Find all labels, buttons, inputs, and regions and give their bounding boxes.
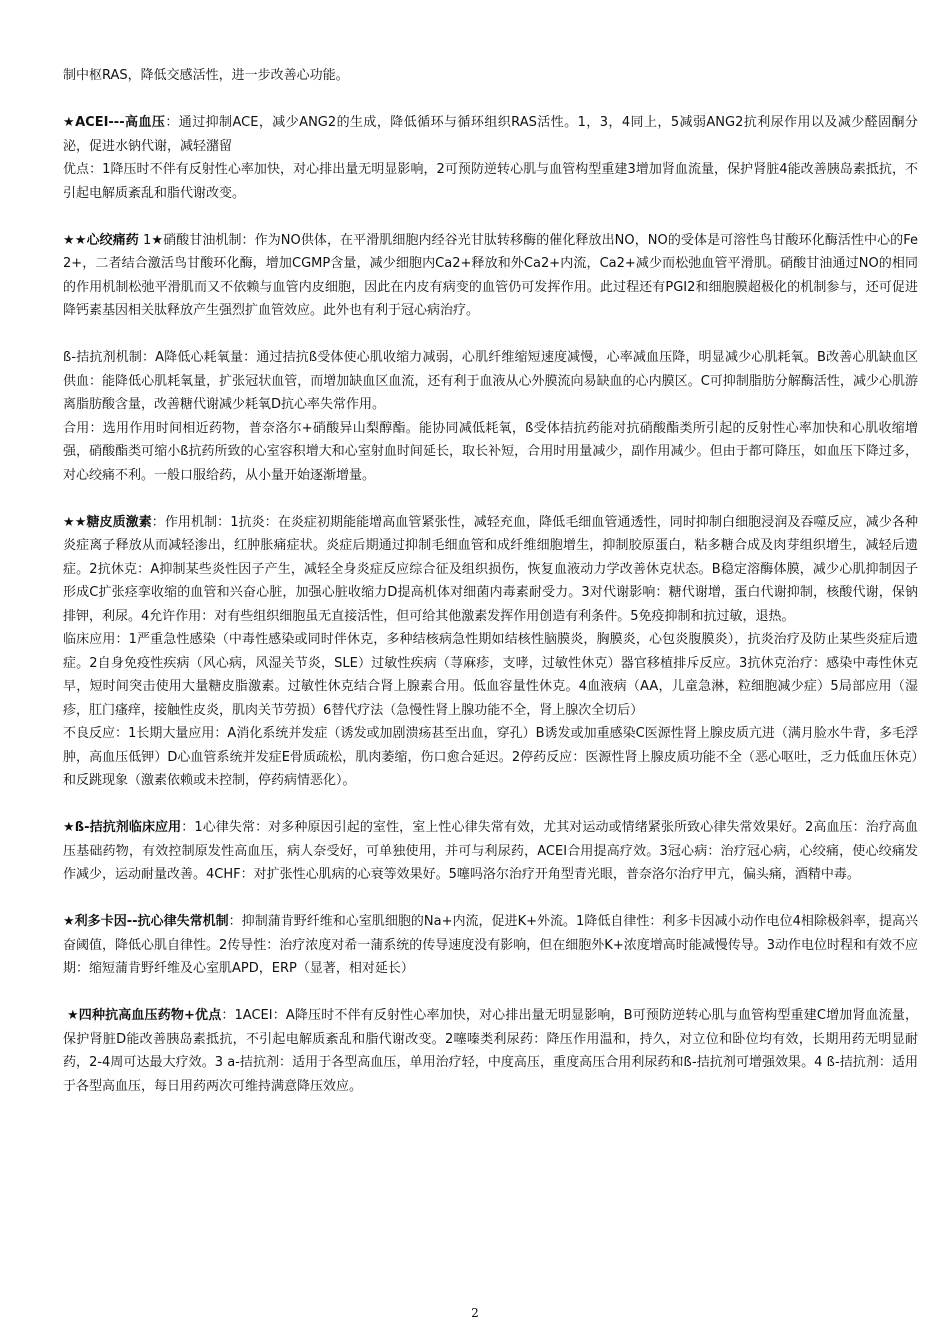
glucocorticoid-clinical: 临床应用：1严重急性感染（中毒性感染或同时伴休克，多种结核病急性期如结核性脑膜炎，胸膜炎，心包炎腹膜炎），抗炎治疗及防止某些炎症后遗症。2自身免疫性疾病（风心病，风湿关节炎，SLE）过敏性疾病（荨麻疹，支哮，过敏性休克）器官移植排斥反应。3抗休克治疗：感染中毒性休克早，短时间突击使用大量糖皮脂激素。过敏性休克结合肾上腺素合用。低血容量性休克。4血液病（AA，儿童急淋，粒细胞减少症）5局部应用（湿疹，肛门瘙痒，接触性皮炎，肌肉关节劳损）6替代疗法（急慢性肾上腺功能不全，肾上腺次全切后）	[63, 632, 918, 718]
glucocorticoid-paragraph	[63, 511, 918, 629]
glucocorticoid-body: ：作用机制：1抗炎：在炎症初期能能增高血管紧张性，减轻充血，降低毛细血管通透性，同时抑制白细胞浸润及吞噬反应，减少各种炎症离子释放从而减轻渗出，红肿胀痛症状。炎症后期通过抑制毛细血管和成纤维细胞增生，抑制胶原蛋白，粘多糖合成及肉芽组织增生，减轻后遗症。2抗休克：A抑制某些炎性因子产生，减轻全身炎症反应综合征及组织损伤，恢复血液动力学改善休克状态。B稳定溶酶体膜，减少心肌抑制因子形成C扩张痉挛收缩的血管和兴奋心脏，加强心脏收缩力D提高机体对细菌内毒素耐受力。3对代谢影响：糖代谢增，蛋白代谢抑制，核酸代谢，保钠排钾，利尿。4允许作用：对有些组织细胞虽无直接活性，但可给其他激素发挥作用创造有利条件。5免疫抑制和抗过敏，退热。	[63, 514, 919, 624]
antihypertensive-heading: ★四种抗高血压药物+优点	[67, 1008, 222, 1023]
angina-heading: ★★心绞痛药	[63, 232, 139, 248]
acei-heading: ★ACEI---高血压	[63, 115, 166, 130]
beta-clinical-body: ：1心律失常：对多种原因引起的室性，室上性心律失常有效，尤其对运动或情绪紧张所致心律失常效果好。2高血压：治疗高血压基础药物，有效控制原发性高血压，病人奈受好，可单独使用，并可与利尿药，ACEI合用提高疗效。3冠心病：治疗冠心病，心绞痛，使心绞痛发作减少，运动耐量改善。4CHF：对扩张性心肌病的心衰等效果好。5噻吗洛尔治疗开角型青光眼，普奈洛尔治疗甲亢，偏头痛，酒精中毒。	[63, 820, 919, 882]
page-number: 2	[471, 1306, 479, 1320]
beta-clinical-heading: ★ß-拮抗剂临床应用	[63, 820, 182, 835]
spacer	[63, 323, 918, 347]
beta-combined-paragraph: 合用：选用作用时间相近药物，普奈洛尔+硝酸异山梨醇酯。能协同减低耗氧，ß受体拮抗药能对抗硝酸酯类所引起的反射性心率加快和心肌收缩增强，硝酸酯类可缩小ß抗药所致的心室容积增大和心室射血时间延长，取长补短，合用时用量减少，副作用减少。但由于都可降压，如血压下降过多，对心绞痛不利。一般口服给药，从小量开始逐渐增量。	[63, 420, 918, 483]
spacer	[63, 205, 918, 229]
lidocaine-body: ：抑制蒲肯野纤维和心室肌细胞的Na+内流，促进K+外流。1降低自律性：利多卡因减小动作电位4相除极斜率，提高兴奋阈值，降低心肌自律性。2传导性：治疗浓度对希一蒲系统的传导速度没有影响，但在细胞外K+浓度增高时能减慢传导。3动作电位时程和有效不应期：缩短蒲肯野纤维及心室肌APD，ERP（显著，相对延长）	[63, 914, 918, 976]
angina-paragraph	[63, 229, 918, 323]
angina-body: 1★硝酸甘油机制：作为NO供体，在平滑肌细胞内经谷光甘肽转移酶的催化释放出NO，NO的受体是可溶性鸟甘酸环化酶活性中心的Fe2+，二者结合激活鸟甘酸环化酶，增加CGMP含量，减少细胞内Ca2+释放和外Ca2+内流，Ca2+减少而松弛血管平滑肌。硝酸甘油通过NO的相同的作用机制松弛平滑肌而又不依赖与血管内皮细胞，因此在内皮有病变的血管仍可发挥作用。此过程还有PGI2和细胞膜超极化的机制参与，还可促进降钙素基因相关肽释放产生强烈扩血管效应。此外也有利于冠心病治疗。	[63, 232, 919, 318]
antihypertensive-paragraph	[63, 1004, 918, 1098]
lidocaine-heading: ★利多卡因--抗心律失常机制	[63, 914, 229, 929]
glucocorticoid-adverse: 不良反应：1长期大量应用：A消化系统并发症（诱发或加剧溃疡甚至出血，穿孔）B诱发或加重感染C医源性肾上腺皮质亢进（满月脸水牛背，多毛浮肿，高血压低钾）D心血管系统并发症E骨质疏松，肌肉萎缩，伤口愈合延迟。2停药反应：医源性肾上腺皮质功能不全（恶心呕吐，乏力低血压休克）和反跳现象（激素依赖或未控制，停药病情恶化）。	[63, 726, 918, 788]
spacer	[63, 487, 918, 511]
spacer	[63, 981, 918, 1005]
spacer	[63, 88, 918, 112]
beta-mechanism-paragraph: ß-拮抗剂机制：A降低心耗氧量：通过拮抗ß受体使心肌收缩力减弱，心肌纤维缩短速度减慢，心率减血压降，明显减少心肌耗氧。B改善心肌缺血区供血：能降低心肌耗氧量，扩张冠状血管，而增加缺血区血流，还有利于血液从心外膜流向易缺血的心内膜区。C可抑制脂肪分解酶活性，减少心肌游离脂肪酸含量，改善糖代谢减少耗氧D抗心率失常作用。	[63, 350, 918, 412]
beta-clinical-paragraph	[63, 816, 918, 887]
intro-paragraph: 制中枢RAS，降低交感活性，进一步改善心功能。	[63, 68, 349, 83]
glucocorticoid-heading: ★★糖皮质激素	[63, 514, 152, 530]
spacer	[63, 887, 918, 911]
antihypertensive-body: ：1ACEI：A降压时不伴有反射性心率加快，对心排出量无明显影响，B可预防逆转心肌与血管构型重建C增加肾血流量，保护肾脏D能改善胰岛素抵抗，不引起电解质紊乱和脂代谢改变。2噻嗪类利尿药：降压作用温和，持久，对立位和卧位均有效，长期用药无明显耐药，2-4周可达最大疗效。3 a-拮抗剂：适用于各型高血压，单用治疗轻，中度高压，重度高压合用利尿药和ß-拮抗剂可增强效果。4 ß-拮抗剂：适用于各型高血压，每日用药两次可维持满意降压效应。	[63, 1008, 918, 1094]
acei-paragraph	[63, 111, 918, 158]
acei-advantages: 优点：1降压时不伴有反射性心率加快，对心排出量无明显影响，2可预防逆转心肌与血管构型重建3增加肾血流量，保护肾脏4能改善胰岛素抵抗，不引起电解质紊乱和脂代谢改变。	[63, 162, 918, 201]
lidocaine-paragraph	[63, 910, 918, 981]
spacer	[63, 793, 918, 817]
document-body	[63, 64, 918, 1098]
acei-body: ：通过抑制ACE，减少ANG2的生成，降低循环与循环组织RAS活性。1，3，4同上，5减弱ANG2抗利尿作用以及减少醛固酮分泌，促进水钠代谢，减轻潴留	[63, 115, 918, 154]
